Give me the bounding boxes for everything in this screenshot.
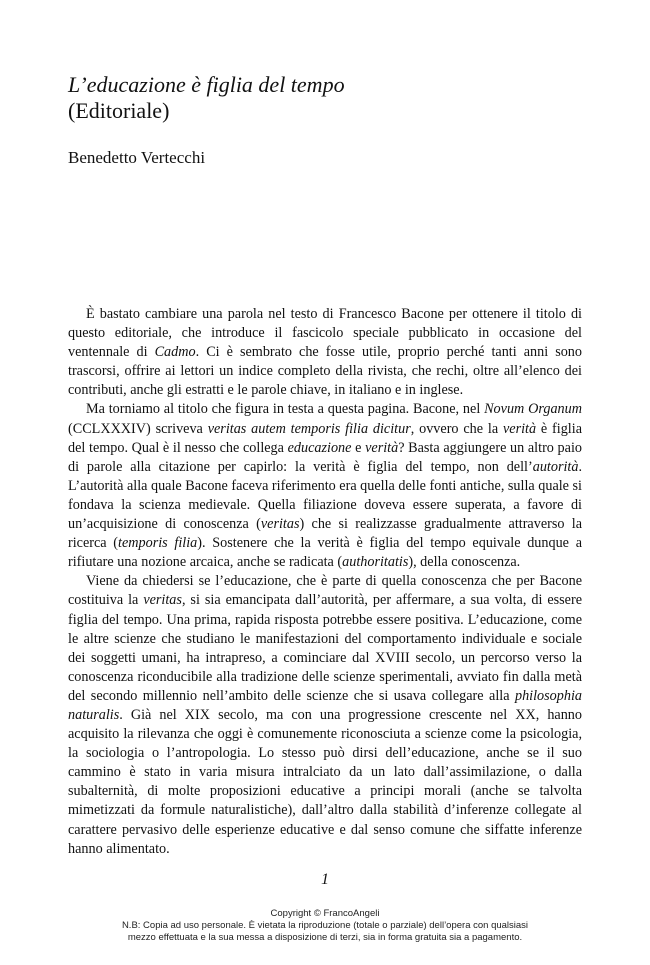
italic-run: Cadmo xyxy=(154,344,196,361)
text-run: , ovvero che la xyxy=(410,420,503,437)
text-run: ), della conoscenza. xyxy=(408,554,521,571)
paragraph-3 xyxy=(68,572,582,858)
title-subtitle: (Editoriale) xyxy=(68,98,170,123)
italic-run: veritas xyxy=(143,592,182,609)
italic-run: Novum Organum xyxy=(484,401,582,418)
text-run: ? Basta aggiungere un altro paio di parole alla citazione per capirlo: la verità è figlia del tempo, non dell’ xyxy=(68,439,582,475)
italic-run: philosophia naturalis xyxy=(68,687,582,723)
text-run: Viene da chiedersi se l’educazione, che è parte di quella conoscenza che per Bacone costituiva la xyxy=(68,573,582,609)
italic-run: temporis filia xyxy=(118,535,198,552)
title-main: L’educazione è figlia del tempo xyxy=(68,72,345,97)
text-run: ) che si realizzasse gradualmente attraverso la ricerca ( xyxy=(68,516,582,552)
italic-run: veritas xyxy=(260,516,300,533)
text-run: . Già nel XIX secolo, ma con una progressione crescente nel XX, hanno acquisito la rilevanza che oggi è comunemente riconosciuta a scienze come la psicologia, la sociologia o l’antropologia. Lo stesso può dirsi dell’educazione, anche se il suo cammino è stato in varia misura intralciato da un lato dall’assimilazione, o dalla subalternità, di molte proposizioni educative a principi morali (anche se talvolta mimetizzati da formule naturalistiche), dall’altro dalla stabilità d’inferenze collegate al carattere pervasivo delle esperienze educative e dal senso comune che siffatte inferenze hanno alimentato. xyxy=(68,706,582,857)
italic-run: veritas autem temporis filia dicitur xyxy=(207,420,411,437)
paragraph-1 xyxy=(68,305,582,400)
text-run: è figlia del tempo. Qual è il nesso che collega xyxy=(68,420,582,456)
italic-run: verità xyxy=(365,439,399,456)
footer-notice-line2: mezzo effettuata e la sua messa a disposizione di terzi, sia in forma gratuita sia a pagamento. xyxy=(127,932,523,943)
italic-run: authoritatis xyxy=(342,554,409,571)
italic-run: verità xyxy=(502,420,537,437)
text-run: , si sia emancipata dall’autorità, per affermare, a sua volta, di essere figlia del tempo. Una prima, rapida risposta potrebbe essere positiva. L’educazione, come le altre scienze che studiano le manifestazioni del comportamento individuale e sociale dei soggetti umani, ha intrapreso, a cominciare dal XVIII secolo, un percorso verso la conoscenza riconducibile alla tradizione delle scienze sperimentali, avviato fin dalla metà del secondo millennio nell’ambito delle scienze che si usava collegare alla xyxy=(68,592,582,704)
text-run: ). Sostenere che la verità è figlia del tempo equivale dunque a rifiutare una nozione arcaica, anche se radicata ( xyxy=(68,535,582,571)
text-run: È bastato cambiare una parola nel testo di Francesco Bacone per ottenere il titolo di questo editoriale, che introduce il fascicolo speciale pubblicato in occasione del ventennale di xyxy=(68,306,582,361)
text-run: . Ci è sembrato che fosse utile, proprio perché tanti anni sono trascorsi, offrire ai lettori un indice completo della rivista, che rechi, oltre all’elenco dei contributi, anche gli estratti e le parole chiave, in italiano e in inglese. xyxy=(68,344,582,399)
page-number: 1 xyxy=(321,871,329,888)
italic-run: educazione xyxy=(287,439,352,456)
footer-copyright: Copyright © FrancoAngeli xyxy=(270,908,380,919)
article-title xyxy=(68,72,588,124)
footer-notice-line1: N.B: Copia ad uso personale. È vietata la riproduzione (totale o parziale) dell’opera con qualsiasi xyxy=(121,920,529,931)
author-name: Benedetto Vertecchi xyxy=(68,148,206,167)
text-run: . L’autorità alla quale Bacone faceva riferimento era quella delle fonti antiche, sulla quale si fondava la scienza medievale. Quella filiazione doveva essere superata, a favore di un’acquisizione di conoscenza ( xyxy=(68,458,582,533)
copyright-footer xyxy=(0,908,650,944)
paragraph-2 xyxy=(68,400,582,572)
text-run: e xyxy=(351,439,366,456)
text-run: (CCLXXXIV) scriveva xyxy=(68,420,208,437)
text-run: Ma torniamo al titolo che figura in testa a questa pagina. Bacone, nel xyxy=(86,401,485,418)
italic-run: autorità xyxy=(532,458,579,475)
article-body xyxy=(68,305,582,859)
